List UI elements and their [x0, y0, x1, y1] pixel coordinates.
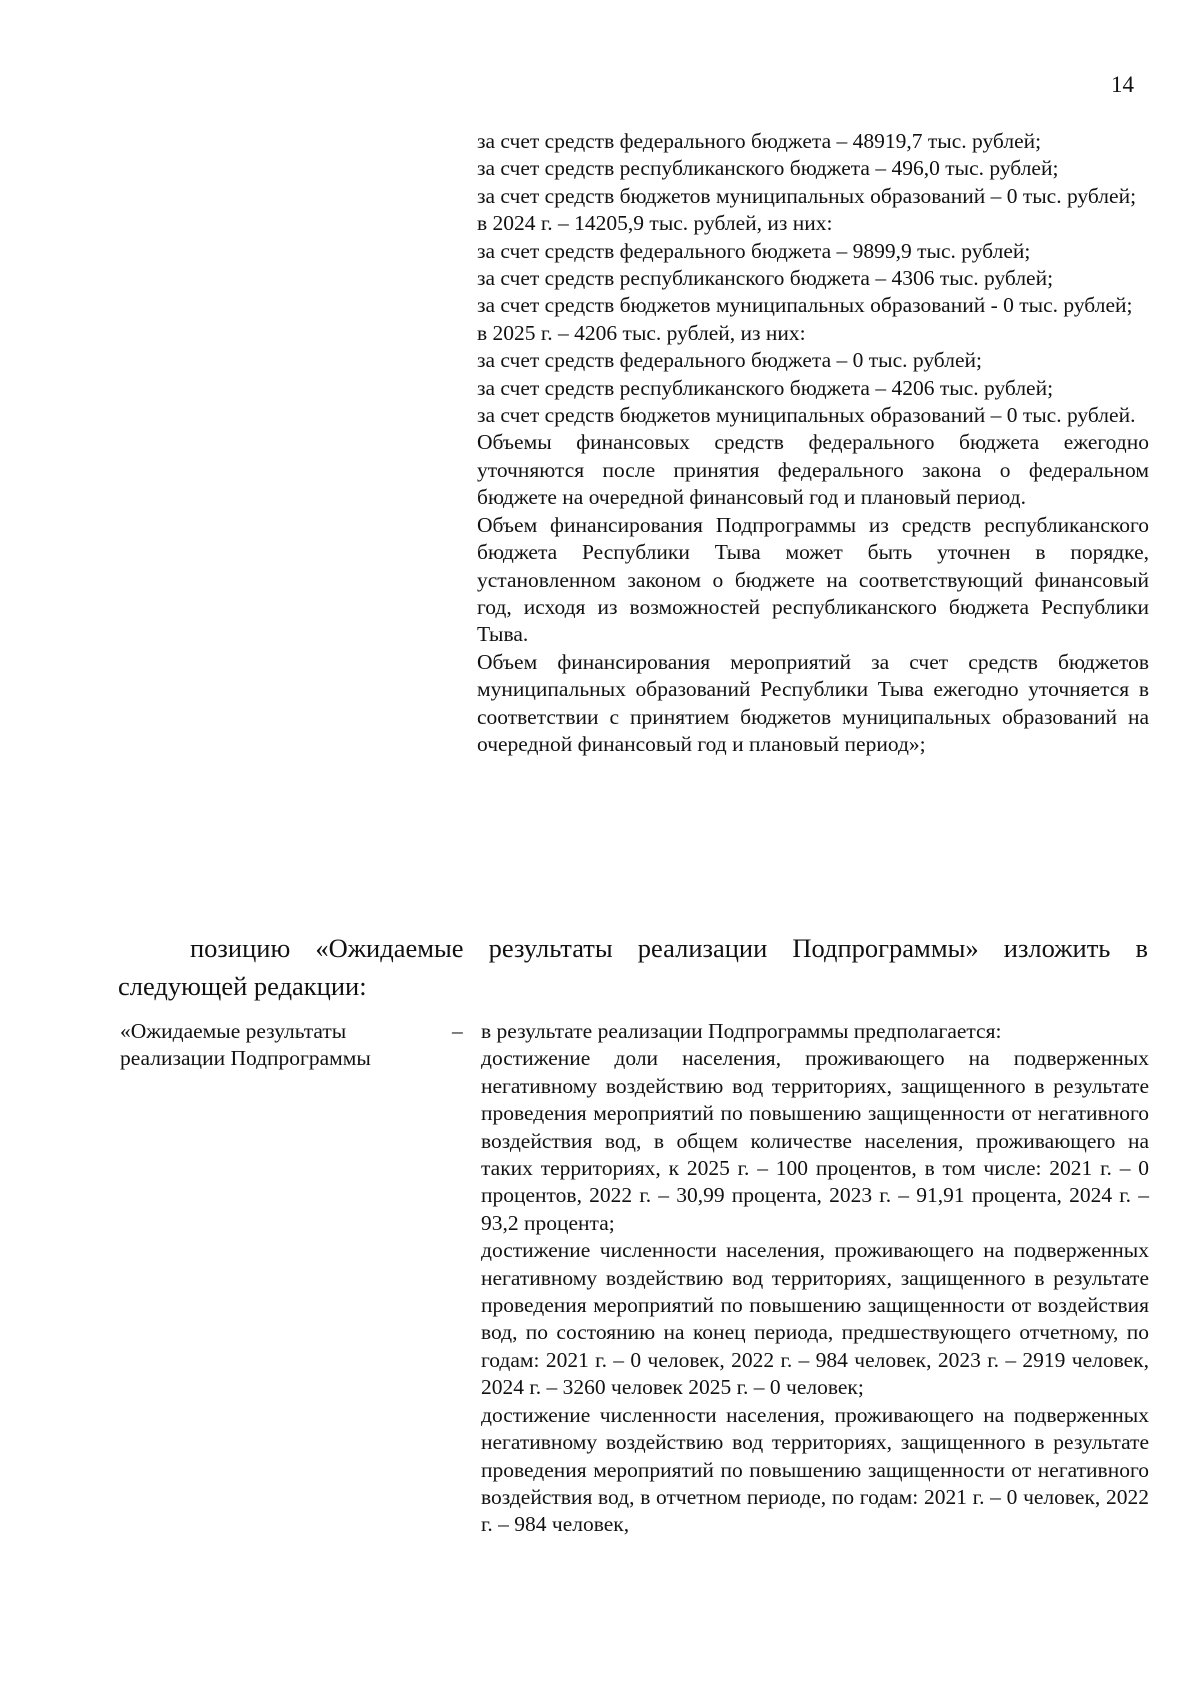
- financing-year-line: в 2024 г. – 14205,9 тыс. рублей, из них:: [477, 211, 833, 236]
- financing-line: за счет средств федерального бюджета – 48919,7 тыс. рублей;: [477, 129, 1042, 153]
- financing-continuation: [477, 128, 1149, 758]
- financing-line: за счет средств бюджетов муниципальных образований - 0 тыс. рублей;: [477, 293, 1133, 318]
- financing-line: за счет средств бюджетов муниципальных образований – 0 тыс. рублей.: [477, 403, 1136, 428]
- expected-results-text: [481, 1018, 1149, 1539]
- position-label: «Ожидаемые результаты реализации Подпрограммы: [120, 1019, 371, 1071]
- financing-year-line: в 2025 г. – 4206 тыс. рублей, из них:: [477, 320, 806, 345]
- financing-line: за счет средств республиканского бюджета – 4306 тыс. рублей;: [477, 266, 1054, 291]
- amendment-instruction: позицию «Ожидаемые результаты реализации Подпрограммы» изложить в следующей редакции:: [118, 933, 1148, 1001]
- financing-line: за счет средств бюджетов муниципальных образований – 0 тыс. рублей;: [477, 183, 1137, 208]
- financing-line: за счет средств федерального бюджета – 0 тыс. рублей;: [477, 348, 982, 373]
- financing-line: за счет средств республиканского бюджета – 496,0 тыс. рублей;: [477, 156, 1059, 181]
- republican-budget-note: Объем финансирования Подпрограммы из средств республиканского бюджета Республики Тыва может быть уточнен в порядке, установленном законом о бюджете на соответствующий финансовый год, исходя из возможностей республиканского бюджета Республики Тыва.: [477, 512, 1149, 647]
- results-intro: в результате реализации Подпрограммы предполагается:: [481, 1019, 1002, 1043]
- federal-budget-note: Объемы финансовых средств федерального бюджета ежегодно уточняются после принятия федерального закона о федеральном бюджете на очередной финансовый год и плановый период.: [477, 430, 1149, 510]
- results-item: достижение доли населения, проживающего на подверженных негативному воздействию вод территориях, защищенного в результате проведения мероприятий по повышению защищенности от негативного воздействия вод, в общем количестве населения, проживающего на таких территориях, к 2025 г. – 100 процентов, в том числе: 2021 г. – 0 процентов, 2022 г. – 30,99 процента, 2023 г. – 91,91 процента, 2024 г. – 93,2 процента;: [481, 1046, 1149, 1235]
- position-dash: –: [452, 1019, 463, 1043]
- results-item: достижение численности населения, проживающего на подверженных негативному воздействию вод территориях, защищенного в результате проведения мероприятий по повышению защищенности от воздействия вод, по состоянию на конец периода, предшествующего отчетному, по годам: 2021 г. – 0 человек, 2022 г. – 984 человек, 2023 г. – 2919 человек, 2024 г. – 3260 человек 2025 г. – 0 человек;: [481, 1238, 1149, 1400]
- financing-line: за счет средств республиканского бюджета – 4206 тыс. рублей;: [477, 375, 1054, 400]
- page-number: 14: [1111, 72, 1134, 97]
- results-item: достижение численности населения, проживающего на подверженных негативному воздействию вод территориях, защищенного в результате проведения мероприятий по повышению защищенности от негативного воздействия вод, в отчетном периоде, по годам: 2021 г. – 0 человек, 2022 г. – 984 человек,: [481, 1402, 1149, 1537]
- financing-line: за счет средств федерального бюджета – 9899,9 тыс. рублей;: [477, 238, 1031, 263]
- municipal-budget-note: Объем финансирования мероприятий за счет средств бюджетов муниципальных образований Республики Тыва ежегодно уточняется в соответствии с принятием бюджетов муниципальных образований на очередной финансовый год и плановый период»;: [477, 649, 1149, 756]
